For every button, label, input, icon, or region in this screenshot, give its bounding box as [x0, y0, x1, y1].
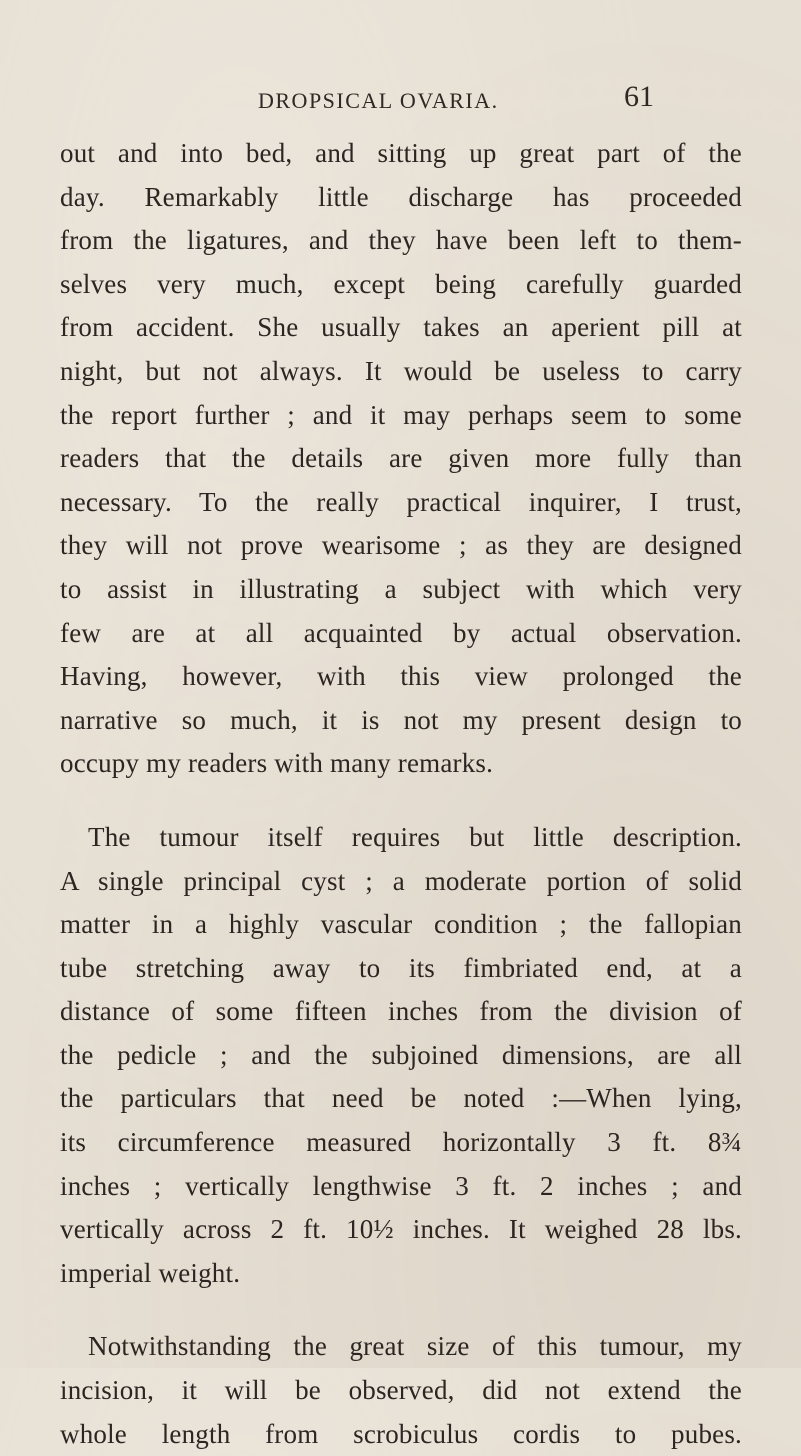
paragraph-gap: [60, 1295, 742, 1325]
text-line: selves very much, except being carefully guarded: [60, 268, 742, 299]
text-line: Having, however, with this view prolonged the: [60, 661, 742, 692]
text-line: whole length from scrobiculus cordis to pubes.: [60, 1418, 742, 1449]
text-line: the particulars that need be noted :—When lying,: [60, 1083, 742, 1114]
text-line: out and into bed, and sitting up great part of the: [60, 138, 742, 168]
text-line: its circumference measured horizontally 3 ft. 8¾: [60, 1127, 742, 1158]
running-head: DROPSICAL OVARIA.: [258, 88, 499, 113]
text-line: imperial weight.: [60, 1257, 241, 1288]
text-line: occupy my readers with many remarks.: [60, 748, 494, 779]
paragraph-2: [60, 816, 742, 1296]
page-header: [0, 80, 801, 126]
paragraph-3: [60, 1325, 742, 1456]
text-line: from the ligatures, and they have been left to them-: [60, 225, 742, 256]
text-line: few are at all acquainted by actual observation.: [60, 617, 742, 648]
text-line: tube stretching away to its fimbriated end, at a: [60, 952, 742, 983]
text-line: vertically across 2 ft. 10½ inches. It weighed 28 lbs.: [60, 1214, 742, 1245]
text-line: from accident. She usually takes an aperient pill at: [60, 312, 742, 343]
body-text: [60, 132, 742, 1456]
text-line: they will not prove wearisome ; as they are designed: [60, 530, 742, 561]
text-line: distance of some fifteen inches from the division of: [60, 996, 742, 1027]
text-line: the pedicle ; and the subjoined dimensions, are all: [60, 1039, 742, 1070]
text-line: night, but not always. It would be useless to carry: [60, 355, 742, 386]
text-line: inches ; vertically lengthwise 3 ft. 2 inches ; and: [60, 1170, 742, 1201]
text-line: incision, it will be observed, did not extend the: [60, 1375, 742, 1406]
paragraph-gap: [60, 786, 742, 816]
text-line: day. Remarkably little discharge has proceeded: [60, 181, 742, 212]
text-line: Notwithstanding the great size of this tumour, my: [88, 1331, 742, 1362]
text-line: The tumour itself requires but little description.: [88, 821, 742, 852]
text-line: the report further ; and it may perhaps seem to some: [60, 399, 742, 430]
page-number: 61: [624, 80, 654, 113]
text-line: A single principal cyst ; a moderate portion of solid: [60, 865, 742, 896]
paragraph-1: [60, 132, 742, 786]
text-line: to assist in illustrating a subject with which very: [60, 573, 742, 604]
text-line: matter in a highly vascular condition ; the fallopian: [60, 909, 742, 940]
text-line: narrative so much, it is not my present design to: [60, 704, 742, 735]
text-line: readers that the details are given more fully than: [60, 443, 742, 474]
text-line: necessary. To the really practical inquirer, I trust,: [60, 486, 742, 517]
